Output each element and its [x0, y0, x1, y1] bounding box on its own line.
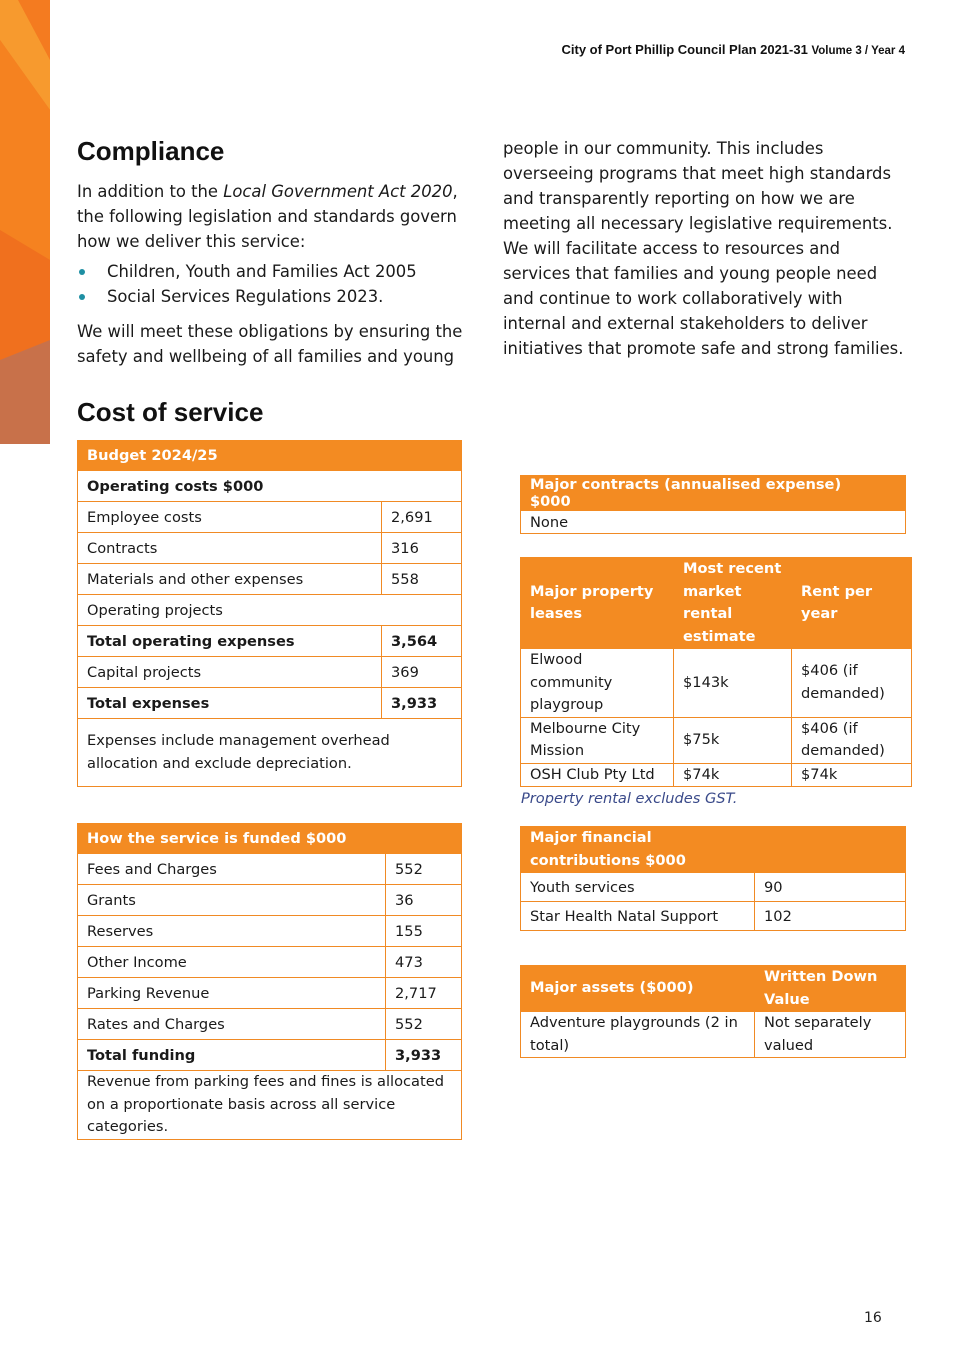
table-row: Elwood community playgroup $143k $406 (if demanded) [521, 649, 912, 718]
budget-title: Budget 2024/25 [78, 441, 462, 471]
assets-table [520, 965, 906, 1058]
budget-note: Expenses include management overhead allocation and exclude depreciation. [78, 719, 462, 787]
table-row: Melbourne City Mission $75k $406 (if demanded) [521, 717, 912, 763]
compliance-body-right: people in our community. This includes overseeing programs that meet high standards and transparently reporting on how we are meeting all necessary legislative requirements. We will facilitate access to resources and services that families and young people need and continue to work collaboratively with internal and external stakeholders to deliver initiatives that promote safe and strong families. [503, 139, 904, 358]
compliance-left-column [77, 179, 469, 369]
compliance-body-left: We will meet these obligations by ensuring the safety and wellbeing of all families and young [77, 322, 463, 366]
table-row: Youth services 90 [521, 873, 906, 902]
contracts-table [520, 475, 906, 534]
assets-header-value: Written Down Value [755, 966, 906, 1012]
list-item: Children, Youth and Families Act 2005 [77, 259, 469, 284]
leases-header-rent: Rent per year [792, 558, 912, 649]
table-row: Adventure playgrounds (2 in total) Not separately valued [521, 1012, 906, 1058]
contributions-title: Major financial contributions $000 [521, 827, 755, 873]
table-row: Total funding 3,933 [78, 1040, 462, 1071]
table-row: Total expenses 3,933 [78, 688, 462, 719]
funding-table [77, 823, 462, 1140]
table-row: Materials and other expenses 558 [78, 564, 462, 595]
table-row: Contracts 316 [78, 533, 462, 564]
list-item: Social Services Regulations 2023. [77, 284, 469, 309]
table-row: Grants 36 [78, 885, 462, 916]
budget-subtitle: Operating costs $000 [78, 471, 462, 502]
funding-note: Revenue from parking fees and fines is allocated on a proportionate basis across all service categories. [78, 1071, 462, 1140]
table-row: Star Health Natal Support 102 [521, 902, 906, 931]
table-row: OSH Club Pty Ltd $74k $74k [521, 763, 912, 786]
table-row: Other Income 473 [78, 947, 462, 978]
table-row: Operating projects [78, 595, 462, 626]
budget-table [77, 440, 462, 787]
compliance-intro: In addition to the Local Government Act 2020, the following legislation and standards govern how we deliver this service: [77, 182, 458, 251]
table-row: Fees and Charges 552 [78, 854, 462, 885]
decorative-sidebar-graphic [0, 0, 50, 444]
compliance-heading: Compliance [77, 136, 225, 166]
document-header [562, 42, 906, 57]
contributions-table [520, 826, 906, 931]
leases-note: Property rental excludes GST. [521, 790, 738, 807]
table-row: Reserves 155 [78, 916, 462, 947]
assets-header-name: Major assets ($000) [521, 966, 755, 1012]
table-row: Employee costs 2,691 [78, 502, 462, 533]
leases-header-estimate: Most recent market rental estimate [674, 558, 792, 649]
page-number: 16 [864, 1310, 882, 1326]
table-row: Capital projects 369 [78, 657, 462, 688]
act-name: Local Government Act 2020 [223, 182, 453, 201]
header-volume: Volume 3 / Year 4 [811, 45, 905, 57]
contracts-value: None [521, 511, 906, 534]
header-title: City of Port Phillip Council Plan 2021-31 [561, 42, 808, 57]
table-row: Parking Revenue 2,717 [78, 978, 462, 1009]
funding-title: How the service is funded $000 [78, 824, 386, 854]
table-row: Total operating expenses 3,564 [78, 626, 462, 657]
legislation-list [77, 259, 469, 309]
table-row: Rates and Charges 552 [78, 1009, 462, 1040]
leases-header-property: Major property leases [521, 558, 674, 649]
leases-table [520, 557, 912, 787]
cost-of-service-heading: Cost of service [77, 397, 264, 427]
contracts-title: Major contracts (annualised expense) $000 [521, 476, 876, 511]
